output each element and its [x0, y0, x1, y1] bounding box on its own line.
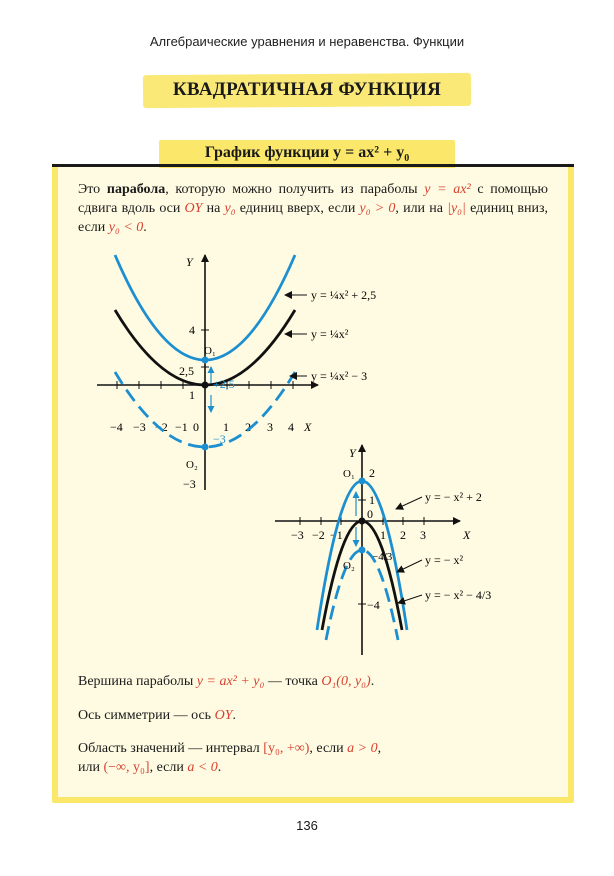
range-fact-cond-1: a > 0: [347, 741, 378, 756]
graph1-shift-down-label: −3: [213, 432, 226, 446]
graph1-x-tick-label: 4: [288, 420, 294, 434]
intro-axis: OY: [184, 201, 203, 216]
graph2-x-tick-label: −3: [291, 528, 304, 542]
range-fact-text-h: , если: [149, 760, 188, 775]
graph2-pointer-mid: [397, 560, 422, 572]
graph1-x-tick-label: 2: [245, 420, 251, 434]
intro-y0: y₀: [224, 201, 236, 216]
intro-text-9: единиц вверх, если: [235, 201, 360, 216]
graph2-vertex-o1: [359, 478, 366, 485]
graph1-x-tick-label: −1: [175, 420, 188, 434]
graph-2: [275, 445, 491, 655]
graph1-o2-label: O₂: [186, 459, 198, 471]
page-title: КВАДРАТИЧНАЯ ФУНКЦИЯ: [172, 79, 442, 100]
axis-fact-axis: OY: [214, 708, 233, 723]
range-fact-text-a: Область значений — интервал: [78, 741, 264, 756]
intro-term-parabola: парабола: [106, 182, 166, 197]
range-fact-interval-2: (−∞, y₀]: [103, 760, 150, 775]
graph1-x-tick-label: 1: [223, 420, 229, 434]
vertex-fact-formula: y = ax² + y₀: [196, 674, 265, 689]
axis-fact-text-a: Ось симметрии — ось: [78, 708, 215, 723]
graph1-label-top: y = ¼x² + 2,5: [311, 288, 377, 302]
graph2-x-tick-label: −1: [330, 528, 343, 542]
range-fact-text-e: ,: [377, 741, 382, 756]
graph2-label-top: y = − x² + 2: [425, 490, 482, 504]
range-fact: [78, 739, 548, 777]
axis-fact-text-c: .: [232, 708, 236, 723]
section-title-text: График функции y = ax² + y: [204, 144, 405, 161]
page-number: 136: [296, 818, 318, 833]
graph1-label-mid: y = ¼x²: [311, 327, 349, 341]
graph2-label-mid: y = − x²: [425, 553, 464, 567]
graph2-x-tick-label: 3: [420, 528, 426, 542]
intro-text-7: на: [202, 201, 225, 216]
graph-1: [97, 255, 376, 491]
graph1-x-axis-label: X: [304, 420, 312, 434]
running-head: Алгебраические уравнения и неравенства. Функции: [149, 34, 465, 49]
graph2-pointer-top: [396, 497, 422, 509]
graph1-x-tick-label: −3: [133, 420, 146, 434]
intro-text-5: с помощью сдвига вдоль оси: [78, 182, 548, 216]
graph1-y-tick-label: 2,5: [179, 364, 194, 378]
graph2-label-bot: y = − x² − 4/3: [425, 588, 492, 602]
intro-text-15: .: [143, 220, 147, 235]
intro-text-11: , или на: [395, 201, 448, 216]
intro-cond-pos: y₀ > 0: [359, 201, 396, 216]
range-fact-text-f: или: [78, 760, 104, 775]
intro-formula: y = ax²: [424, 182, 471, 197]
graph2-x-axis-label: X: [463, 528, 471, 542]
vertex-fact-text-c: — точка: [264, 674, 322, 689]
graph2-y-axis-label: Y: [349, 446, 356, 460]
graph2-vertex-o2: [359, 547, 366, 554]
intro-cond-neg: y₀ < 0: [108, 220, 144, 235]
axis-fact: [78, 706, 548, 725]
graph2-o2-label: O₂: [343, 560, 355, 572]
graph1-y-tick-label: 4: [189, 323, 195, 337]
graph1-y-tick-label: 1: [189, 388, 195, 402]
graph2-vertex-origin: [359, 518, 366, 525]
range-fact-interval-1: [y₀, +∞): [263, 741, 310, 756]
graph1-o1-label: O₁: [204, 345, 216, 357]
vertex-fact-text-e: .: [370, 674, 375, 689]
range-fact-text-j: .: [217, 760, 222, 775]
graph2-x-tick-label: 0: [367, 507, 373, 521]
graph1-y-axis-label: Y: [186, 255, 193, 269]
intro-text-1: Это: [78, 182, 107, 197]
graph1-label-bot: y = ¼x² − 3: [311, 369, 368, 383]
range-fact-text-c: , если: [309, 741, 348, 756]
vertex-fact-point: O₁(0, y₀): [321, 674, 371, 689]
section-title-subscript: 0: [404, 153, 410, 165]
range-fact-cond-2: a < 0: [187, 760, 218, 775]
graph2-x-tick-label: −2: [312, 528, 325, 542]
graph1-y-tick-label: −3: [183, 477, 196, 491]
graph1-x-tick-label: −2: [155, 420, 168, 434]
graph1-shift-up-label: +2,5: [213, 377, 235, 391]
intro-text-3: , которую можно получить из параболы: [165, 182, 425, 197]
graph2-o1-label: O₁: [343, 468, 355, 480]
vertex-fact-text-a: Вершина параболы: [78, 674, 197, 689]
graph2-x-tick-label: 1: [380, 528, 386, 542]
graph2-y-tick-label: −4/3: [372, 551, 393, 563]
intro-text-13: единиц вниз, если: [78, 201, 548, 235]
graph1-vertex-o1: [202, 357, 209, 364]
graph1-x-tick-label: −4: [110, 420, 123, 434]
graph2-x-tick-label: 2: [400, 528, 406, 542]
graph1-x-tick-label: 0: [193, 420, 199, 434]
graph2-y-tick-label: 2: [369, 466, 375, 480]
graph2-y-tick-label: 1: [369, 493, 375, 507]
graph1-vertex-origin: [202, 382, 209, 389]
graph1-vertex-o2: [202, 444, 209, 451]
graph1-x-tick-label: 3: [267, 420, 273, 434]
vertex-fact: [78, 672, 548, 691]
intro-abs-y0: |y₀|: [447, 201, 466, 216]
graph2-y-tick-label: −4: [367, 598, 380, 612]
